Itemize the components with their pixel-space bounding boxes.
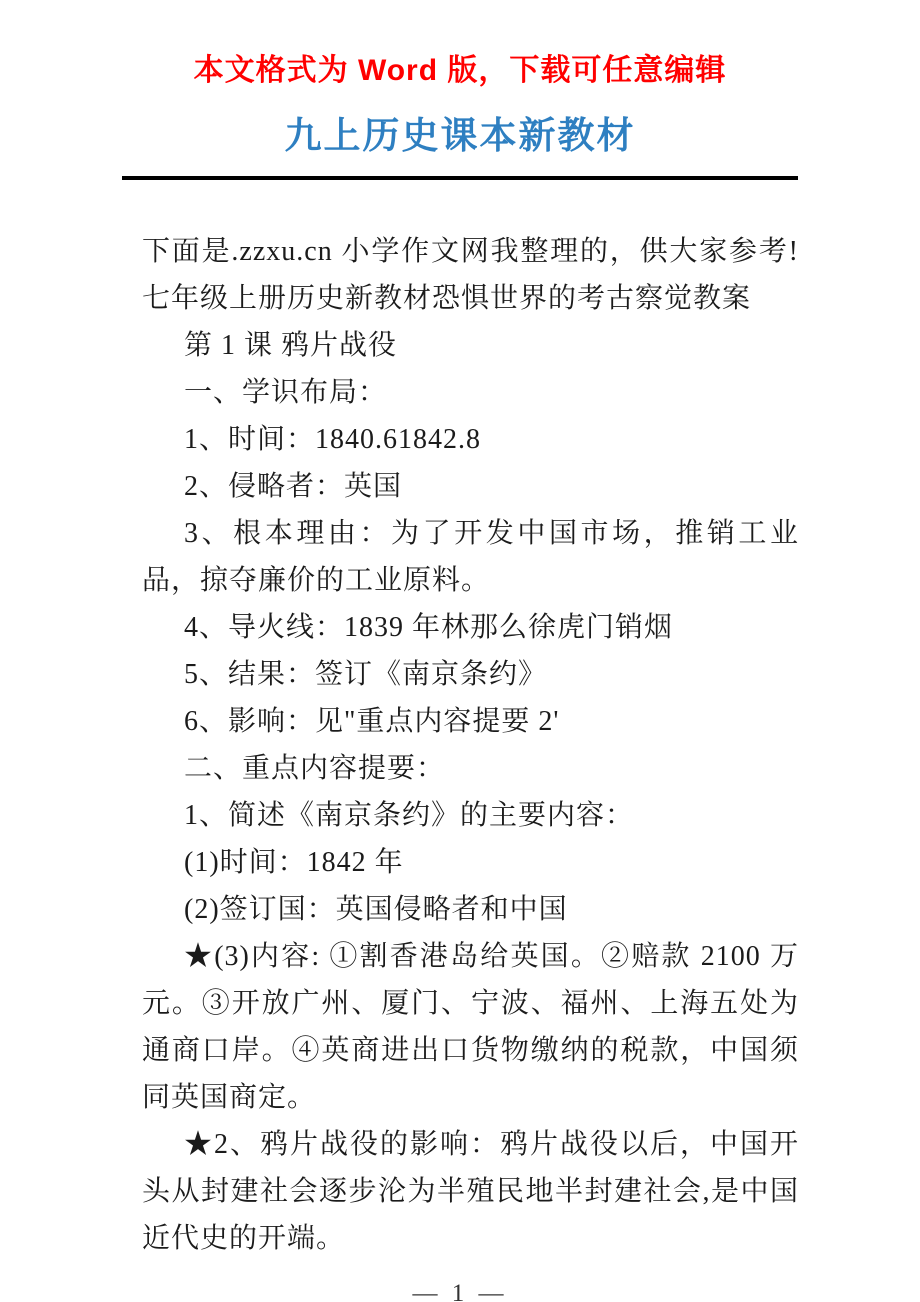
paragraph: 2、侵略者：英国	[184, 471, 403, 502]
paragraph: 5、结果：签订《南京条约》	[184, 659, 548, 690]
document-body	[142, 228, 858, 1262]
paragraph: 3、根本理由：为了开发中国市场，推销工业品，掠夺廉价的工业原料。	[142, 518, 799, 596]
paragraph: 4、导火线：1839 年林那么徐虎门销烟	[184, 612, 674, 643]
format-notice: 本文格式为 Word 版，下载可任意编辑	[193, 54, 727, 87]
paragraph: 1、时间：1840.61842.8	[184, 424, 482, 455]
paragraph: ★(3)内容: ①割香港岛给英国。②赔款 2100 万元。③开放广州、厦门、宁波、福州、上海五处为通商口岸。④英商进出口货物缴纳的税款，中国须同英国商定。	[142, 941, 799, 1113]
paragraph: 一、学识布局：	[184, 377, 388, 408]
paragraph: 6、影响：见"重点内容提要 2'	[184, 706, 560, 737]
paragraph: 1、简述《南京条约》的主要内容：	[184, 800, 635, 831]
paragraph: (2)签订国：英国侵略者和中国	[184, 894, 568, 925]
paragraph: 第 1 课 鸦片战役	[184, 330, 398, 361]
page-title: 九上历史课本新教材	[284, 115, 636, 156]
paragraph: 二、重点内容提要：	[184, 753, 446, 784]
page-number: — 1 —	[412, 1280, 508, 1302]
paragraph: 下面是.zzxu.cn 小学作文网我整理的，供大家参考! 七年级上册历史新教材恐惧世界的考古察觉教案	[142, 236, 858, 314]
paragraph: ★2、鸦片战役的影响：鸦片战役以后，中国开头从封建社会逐步沦为半殖民地半封建社会,是中国近代史的开端。	[142, 1129, 799, 1254]
title-divider	[122, 176, 798, 180]
paragraph: (1)时间：1842 年	[184, 847, 404, 878]
